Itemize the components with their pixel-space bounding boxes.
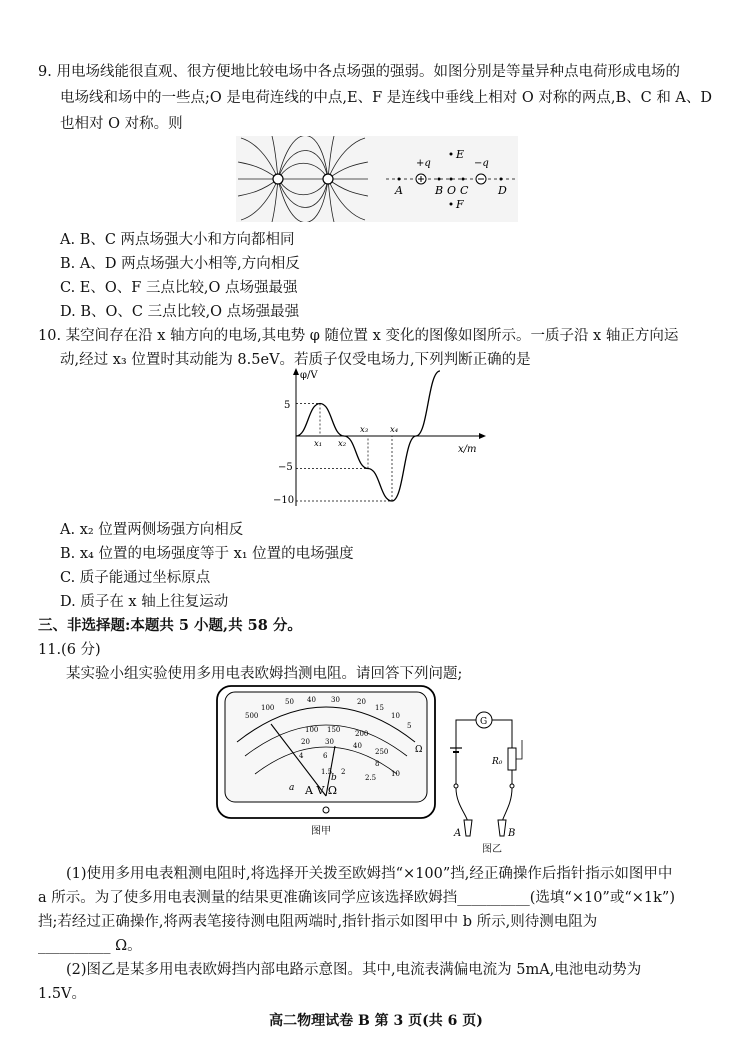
svg-text:6: 6 bbox=[323, 752, 328, 760]
q11-part1-line-2: a 所示。为了使多用电表测量的结果更准确该同学应该选择欧姆挡__________(选填“×10”或“×1k”) bbox=[38, 890, 675, 906]
label-O: O bbox=[447, 184, 457, 197]
svg-text:500: 500 bbox=[245, 712, 259, 720]
label-C: C bbox=[460, 184, 469, 197]
label-F: F bbox=[456, 198, 464, 211]
zero-adjust-screw bbox=[323, 807, 329, 813]
pointer-label-b: b bbox=[331, 773, 337, 783]
svg-text:100: 100 bbox=[305, 726, 319, 734]
chart-guides bbox=[296, 404, 392, 502]
q11-part2-line-1: (2)图乙是某多用电表欧姆挡内部电路示意图。其中,电流表满偏电流为 5mA,电池电动势为 bbox=[66, 962, 642, 978]
y-tick-5: 5 bbox=[284, 400, 291, 411]
q10-option-d: D. 质子在 x 轴上往复运动 bbox=[60, 594, 229, 610]
q10-stem-line-1: 10. 某空间存在沿 x 轴方向的电场,其电势 φ 随位置 x 变化的图像如图所示。一质子沿 x 轴正方向运 bbox=[38, 328, 679, 344]
page-footer: 高二物理试卷 B 第 3 页(共 6 页) bbox=[269, 1013, 483, 1029]
q9-stem-line-2: 电场线和场中的一些点;O 是电荷连线的中点,E、F 是连线中垂线上相对 O 对称的两点,B、C 和 A、D bbox=[60, 90, 713, 106]
x-mark-x2: x₂ bbox=[338, 439, 347, 449]
svg-text:10: 10 bbox=[391, 712, 400, 720]
y-axis-label: φ/V bbox=[300, 370, 318, 381]
q10-option-a: A. x₂ 位置两侧场强方向相反 bbox=[60, 522, 244, 538]
y-tick-minus-5: −5 bbox=[278, 462, 293, 473]
svg-text:40: 40 bbox=[307, 696, 316, 704]
ohmmeter-circuit-figure bbox=[442, 704, 532, 860]
rheostat-R0 bbox=[508, 748, 516, 770]
q11-part1-line-4: __________ Ω。 bbox=[38, 938, 142, 954]
q11-title: 11.(6 分) bbox=[38, 642, 101, 658]
probe-B-lead bbox=[502, 788, 512, 822]
svg-text:100: 100 bbox=[261, 704, 275, 712]
svg-text:20: 20 bbox=[301, 738, 310, 746]
q11-part1-line-1: (1)使用多用电表粗测电阻时,将选择开关拨至欧姆挡“×100”挡,经正确操作后指针指示如图甲中 bbox=[66, 866, 673, 882]
y-axis-arrow bbox=[293, 368, 299, 375]
q9-option-b: B. A、D 两点场强大小相等,方向相反 bbox=[60, 256, 300, 272]
svg-text:250: 250 bbox=[375, 748, 389, 756]
label-D: D bbox=[498, 184, 507, 197]
label-A: A bbox=[454, 828, 462, 839]
svg-text:40: 40 bbox=[353, 742, 362, 750]
svg-text:2: 2 bbox=[341, 768, 346, 776]
q9-stem-line-3: 也相对 O 对称。则 bbox=[60, 116, 183, 132]
phi-x-graph bbox=[268, 366, 498, 514]
svg-text:15: 15 bbox=[375, 704, 384, 712]
x-axis-arrow bbox=[479, 433, 486, 439]
wire-right bbox=[492, 720, 512, 748]
q10-stem-line-2: 动,经过 x₃ 位置时其动能为 8.5eV。若质子仅受电场力,下列判断正确的是 bbox=[60, 352, 531, 368]
pointer-label-a: a bbox=[289, 783, 295, 793]
probe-B bbox=[498, 820, 506, 836]
negative-charge bbox=[323, 174, 333, 184]
q11-intro: 某实验小组实验使用多用电表欧姆挡测电阻。请回答下列问题; bbox=[66, 666, 463, 682]
svg-text:30: 30 bbox=[331, 696, 340, 704]
svg-text:5: 5 bbox=[407, 722, 412, 730]
x-mark-x4: x₄ bbox=[390, 425, 399, 435]
label-B: B bbox=[435, 184, 444, 197]
positive-charge bbox=[273, 174, 283, 184]
x-axis-label: x/m bbox=[458, 444, 477, 455]
multimeter-figure bbox=[215, 684, 437, 836]
svg-text:4: 4 bbox=[299, 752, 304, 760]
q9-field-lines-figure bbox=[236, 136, 518, 222]
probe-A-lead bbox=[456, 788, 468, 822]
rheostat-slider bbox=[516, 740, 522, 759]
y-tick-minus-10: −10 bbox=[273, 495, 295, 506]
fig-yi-caption: 图乙 bbox=[482, 844, 502, 855]
probe-A bbox=[464, 820, 472, 836]
svg-text:2.5: 2.5 bbox=[365, 774, 377, 782]
label-A: A bbox=[395, 184, 403, 197]
label-B: B bbox=[508, 828, 516, 839]
label-G: G bbox=[480, 717, 488, 727]
svg-text:150: 150 bbox=[327, 726, 341, 734]
q10-option-b: B. x₄ 位置的电场强度等于 x₁ 位置的电场强度 bbox=[60, 546, 354, 562]
svg-text:50: 50 bbox=[285, 698, 294, 706]
label-minus-q: −q bbox=[474, 158, 489, 169]
svg-text:1.5: 1.5 bbox=[321, 768, 333, 776]
svg-text:20: 20 bbox=[357, 698, 366, 706]
dial-avomega: A V Ω bbox=[305, 784, 338, 797]
fig-jia-caption: 图甲 bbox=[311, 826, 331, 836]
svg-text:10: 10 bbox=[391, 770, 400, 778]
svg-text:30: 30 bbox=[325, 738, 334, 746]
q11-part2-line-2: 1.5V。 bbox=[38, 986, 87, 1002]
q9-stem-line-1: 9. 用电场线能很直观、很方便地比较电场中各点场强的强弱。如图分别是等量异种点电荷形成电场的 bbox=[38, 64, 680, 80]
section-3-heading: 三、非选择题:本题共 5 小题,共 58 分。 bbox=[38, 617, 302, 634]
dial-omega: Ω bbox=[415, 745, 423, 755]
label-plus-q: +q bbox=[416, 158, 431, 169]
x-mark-x3: x₃ bbox=[360, 425, 369, 435]
q9-option-c: C. E、O、F 三点比较,O 点场强最强 bbox=[60, 280, 298, 296]
x-mark-x1: x₁ bbox=[314, 439, 323, 449]
label-E: E bbox=[456, 148, 465, 161]
q9-option-a: A. B、C 两点场强大小和方向都相同 bbox=[60, 232, 295, 248]
svg-text:200: 200 bbox=[355, 730, 369, 738]
q10-option-c: C. 质子能通过坐标原点 bbox=[60, 570, 211, 586]
svg-text:8: 8 bbox=[375, 760, 380, 768]
q9-option-d: D. B、O、C 三点比较,O 点场强最强 bbox=[60, 304, 300, 320]
q11-part1-line-3: 挡;若经过正确操作,将两表笔接待测电阻两端时,指针指示如图甲中 b 所示,则待测电阻为 bbox=[38, 914, 598, 930]
label-R0: R₀ bbox=[492, 757, 503, 767]
